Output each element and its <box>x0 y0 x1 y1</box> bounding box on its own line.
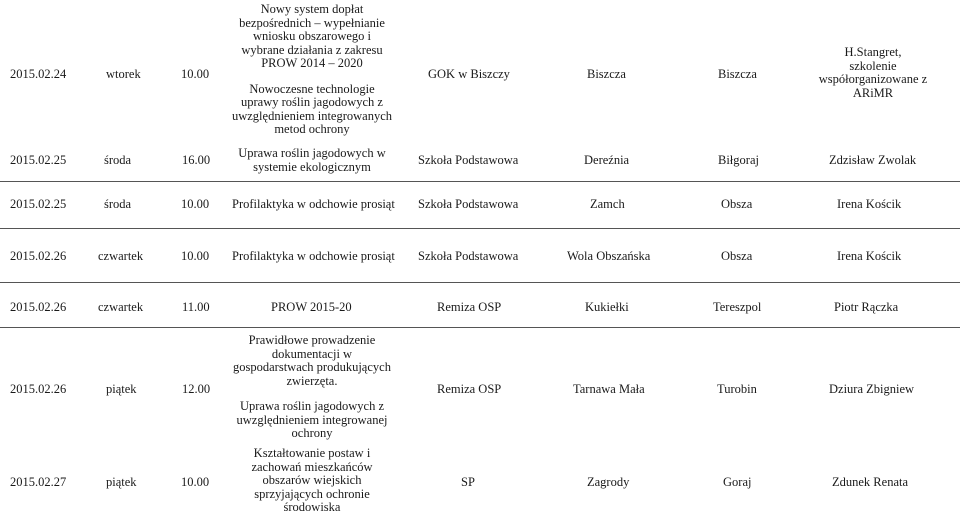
date-cell: 2015.02.26 <box>10 300 67 314</box>
time-cell: 10.00 <box>181 197 210 211</box>
row-divider <box>0 181 960 182</box>
lecturer-cell: Piotr Rączka <box>834 300 899 314</box>
topic-cell: Nowy system dopłat bezpośrednich – wypełnianie wniosku obszarowego i wybrane działania z zakresu PROW 2014 – 2020 Nowoczesne technologie uprawy roślin jagodowych z uwzględnieniem integrowanych metod ochrony <box>231 2 393 136</box>
time-cell: 11.00 <box>182 300 210 314</box>
lecturer-cell: H.Stangret, szkolenie współorganizowane z ARiMR <box>818 45 928 100</box>
village-cell: Tarnawa Mała <box>573 382 645 396</box>
date-cell: 2015.02.26 <box>10 382 67 396</box>
day-cell: piątek <box>106 382 137 396</box>
village-cell: Biszcza <box>587 67 626 81</box>
day-cell: czwartek <box>98 300 144 314</box>
commune-cell: Tereszpol <box>713 300 762 314</box>
day-cell: czwartek <box>98 249 144 263</box>
day-cell: środa <box>104 153 132 167</box>
village-cell: Wola Obszańska <box>567 249 651 263</box>
row-divider <box>0 282 960 283</box>
day-cell: piątek <box>106 475 137 489</box>
row-divider <box>0 327 960 328</box>
date-cell: 2015.02.25 <box>10 197 67 211</box>
village-cell: Zagrody <box>587 475 630 489</box>
date-cell: 2015.02.26 <box>10 249 67 263</box>
commune-cell: Turobin <box>717 382 757 396</box>
topic-cell: Profilaktyka w odchowie prosiąt <box>232 197 395 211</box>
village-cell: Kukiełki <box>585 300 629 314</box>
venue-cell: Remiza OSP <box>437 382 502 396</box>
commune-cell: Goraj <box>723 475 752 489</box>
lecturer-cell: Irena Kościk <box>837 249 902 263</box>
village-cell: Dereźnia <box>584 153 630 167</box>
date-cell: 2015.02.27 <box>10 475 67 489</box>
village-cell: Zamch <box>590 197 625 211</box>
time-cell: 16.00 <box>182 153 211 167</box>
day-cell: wtorek <box>106 67 141 81</box>
date-cell: 2015.02.24 <box>10 67 67 81</box>
time-cell: 12.00 <box>182 382 211 396</box>
date-cell: 2015.02.25 <box>10 153 67 167</box>
time-cell: 10.00 <box>181 475 210 489</box>
commune-cell: Obsza <box>721 197 753 211</box>
venue-cell: Szkoła Podstawowa <box>418 197 519 211</box>
topic-cell: Profilaktyka w odchowie prosiąt <box>232 249 395 263</box>
lecturer-cell: Irena Kościk <box>837 197 902 211</box>
topic-cell: PROW 2015-20 <box>271 300 352 314</box>
venue-cell: SP <box>461 475 475 489</box>
venue-cell: Remiza OSP <box>437 300 502 314</box>
topic-cell: Prawidłowe prowadzenie dokumentacji w gospodarstwach produkujących zwierzęta. Uprawa roślin jagodowych z uwzględnieniem integrowanej ochrony <box>233 333 391 440</box>
commune-cell: Biszcza <box>718 67 757 81</box>
topic-cell: Kształtowanie postaw i zachowań mieszkańców obszarów wiejskich sprzyjających ochronie środowiska <box>251 446 373 514</box>
time-cell: 10.00 <box>181 67 210 81</box>
lecturer-cell: Zdunek Renata <box>832 475 909 489</box>
commune-cell: Biłgoraj <box>718 153 759 167</box>
venue-cell: Szkoła Podstawowa <box>418 249 519 263</box>
day-cell: środa <box>104 197 132 211</box>
topic-cell: Uprawa roślin jagodowych w systemie ekologicznym <box>238 146 386 174</box>
venue-cell: Szkoła Podstawowa <box>418 153 519 167</box>
commune-cell: Obsza <box>721 249 753 263</box>
time-cell: 10.00 <box>181 249 210 263</box>
lecturer-cell: Zdzisław Zwolak <box>829 153 917 167</box>
row-divider <box>0 228 960 229</box>
venue-cell: GOK w Biszczy <box>428 67 510 81</box>
lecturer-cell: Dziura Zbigniew <box>829 382 915 396</box>
